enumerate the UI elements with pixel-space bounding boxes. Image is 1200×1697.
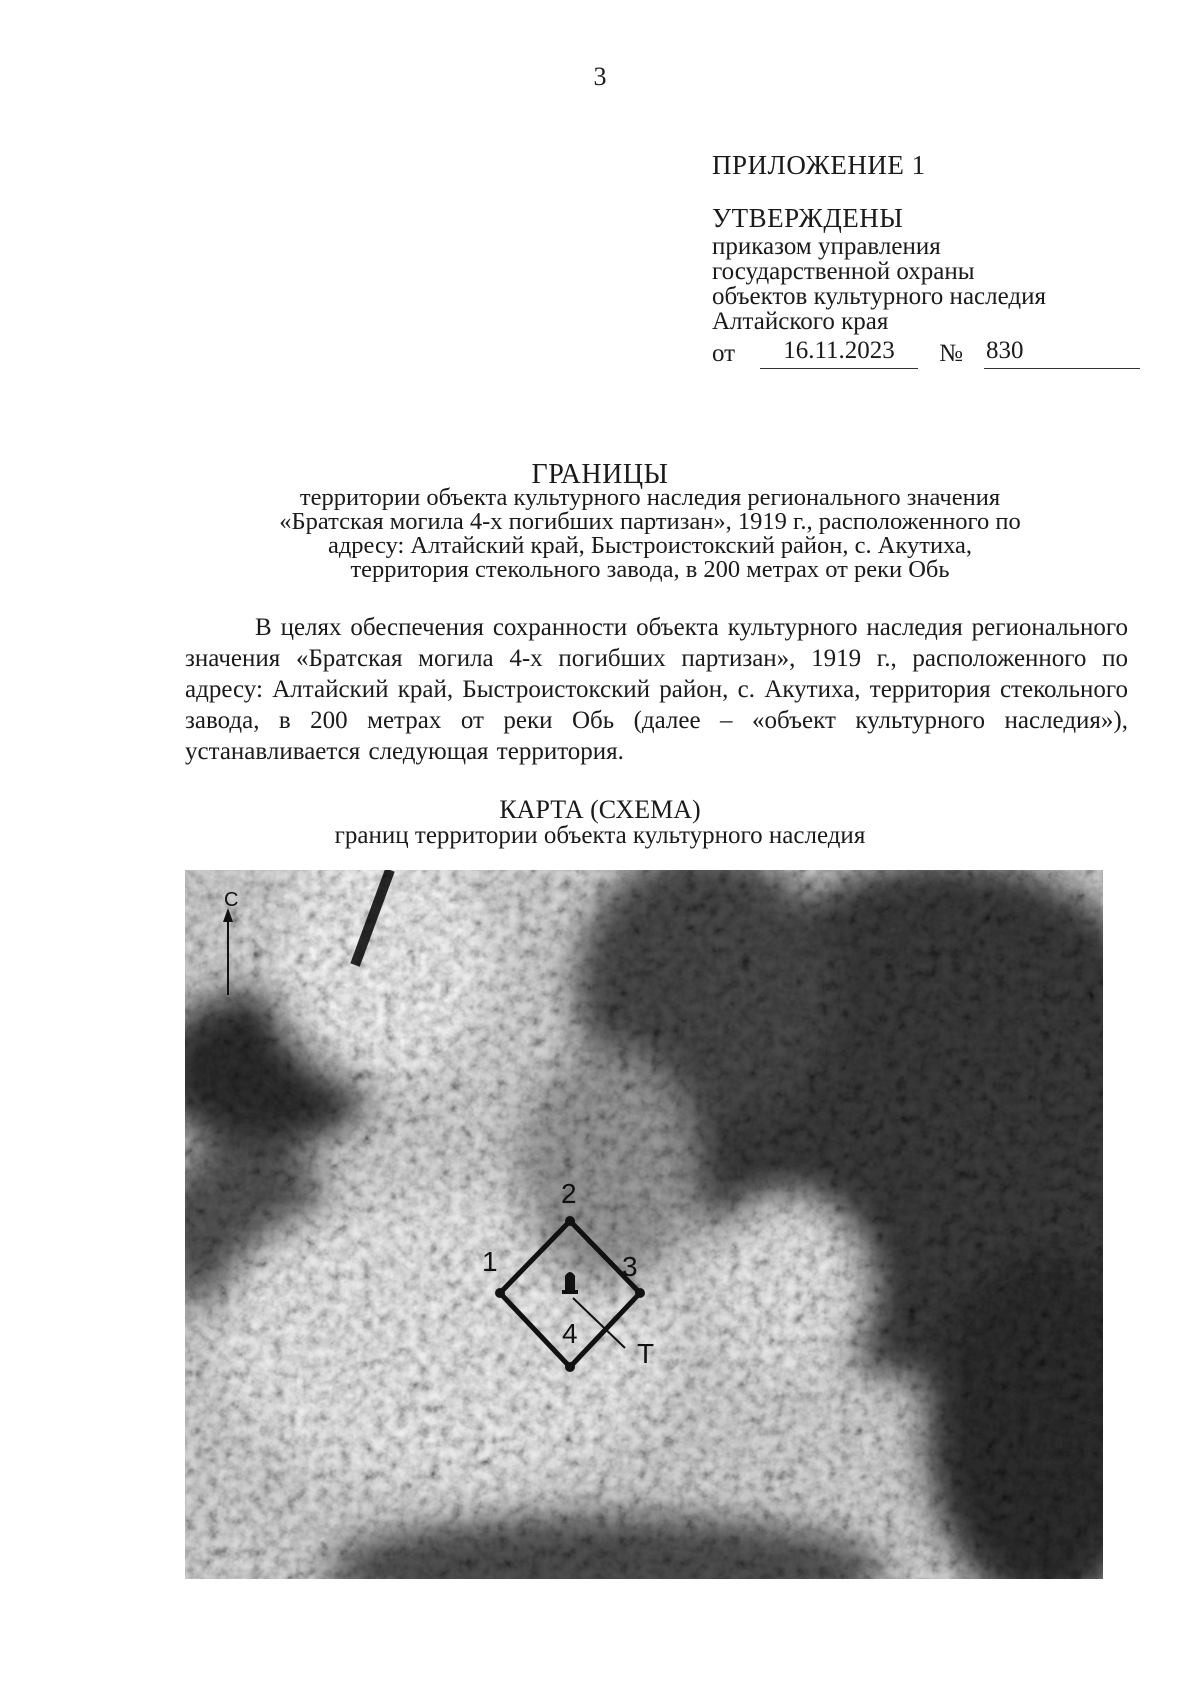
boundary-point-2 [565, 1216, 575, 1226]
body-paragraph: В целях обеспечения сохранности объекта культурного наследия регионального значения «Братская могила 4-х погибших партизан», 1919 г., расположенного по адресу: Алтайский край, Быстроистокский район, с. Акутиха, территория стекольного завода, в 200 метрах от реки Обь (далее – «объект культурного наследия»), устанавливается следующая территория. [185, 614, 1128, 765]
north-arrow-icon [223, 908, 233, 995]
subtitle-line: «Братская могила 4-х погибших партизан», 1919 г., расположенного по [279, 508, 1021, 535]
order-number: 830 [984, 336, 1140, 369]
date-prefix: от [712, 340, 736, 367]
point-label-3: 3 [622, 1251, 638, 1282]
order-date: 16.11.2023 [760, 336, 918, 369]
boundary-overlay [185, 870, 1103, 1579]
page-number: 3 [593, 62, 607, 91]
point-label-4: 4 [562, 1318, 578, 1349]
marker-label: Т [637, 1338, 655, 1369]
subtitle-line: адресу: Алтайский край, Быстроистокский район, с. Акутиха, [327, 532, 973, 559]
point-label-1: 1 [482, 1246, 498, 1277]
map-scheme [185, 870, 1103, 1579]
order-line: государственной охраны [712, 258, 975, 285]
order-date-row [712, 336, 1152, 369]
subtitle-line: территории объекта культурного наследия регионального значения [299, 484, 1001, 511]
north-label: С [224, 889, 239, 911]
order-line: приказом управления [712, 233, 941, 260]
boundary-point-4 [565, 1362, 575, 1372]
appendix-block [712, 148, 1152, 369]
map-title: КАРТА (СХЕМА) [499, 795, 701, 824]
subtitle-line: территория стекольного завода, в 200 метрах от реки Обь [350, 556, 950, 583]
appendix-title: ПРИЛОЖЕНИЕ 1 [712, 150, 926, 180]
monument-icon [562, 1272, 578, 1294]
order-line: объектов культурного наследия [712, 283, 1046, 310]
order-line: Алтайского края [712, 308, 889, 335]
approved-heading: УТВЕРЖДЕНЫ [712, 203, 904, 233]
map-subtitle: границ территории объекта культурного наследия [334, 822, 866, 849]
boundaries-subtitle [200, 486, 1100, 582]
boundary-point-1 [495, 1288, 505, 1298]
marker-leader-line [573, 1298, 625, 1348]
boundary-point-3 [635, 1288, 645, 1298]
number-sign: № [939, 340, 963, 367]
boundaries-title: ГРАНИЦЫ [531, 459, 669, 490]
point-label-2: 2 [561, 1178, 577, 1209]
